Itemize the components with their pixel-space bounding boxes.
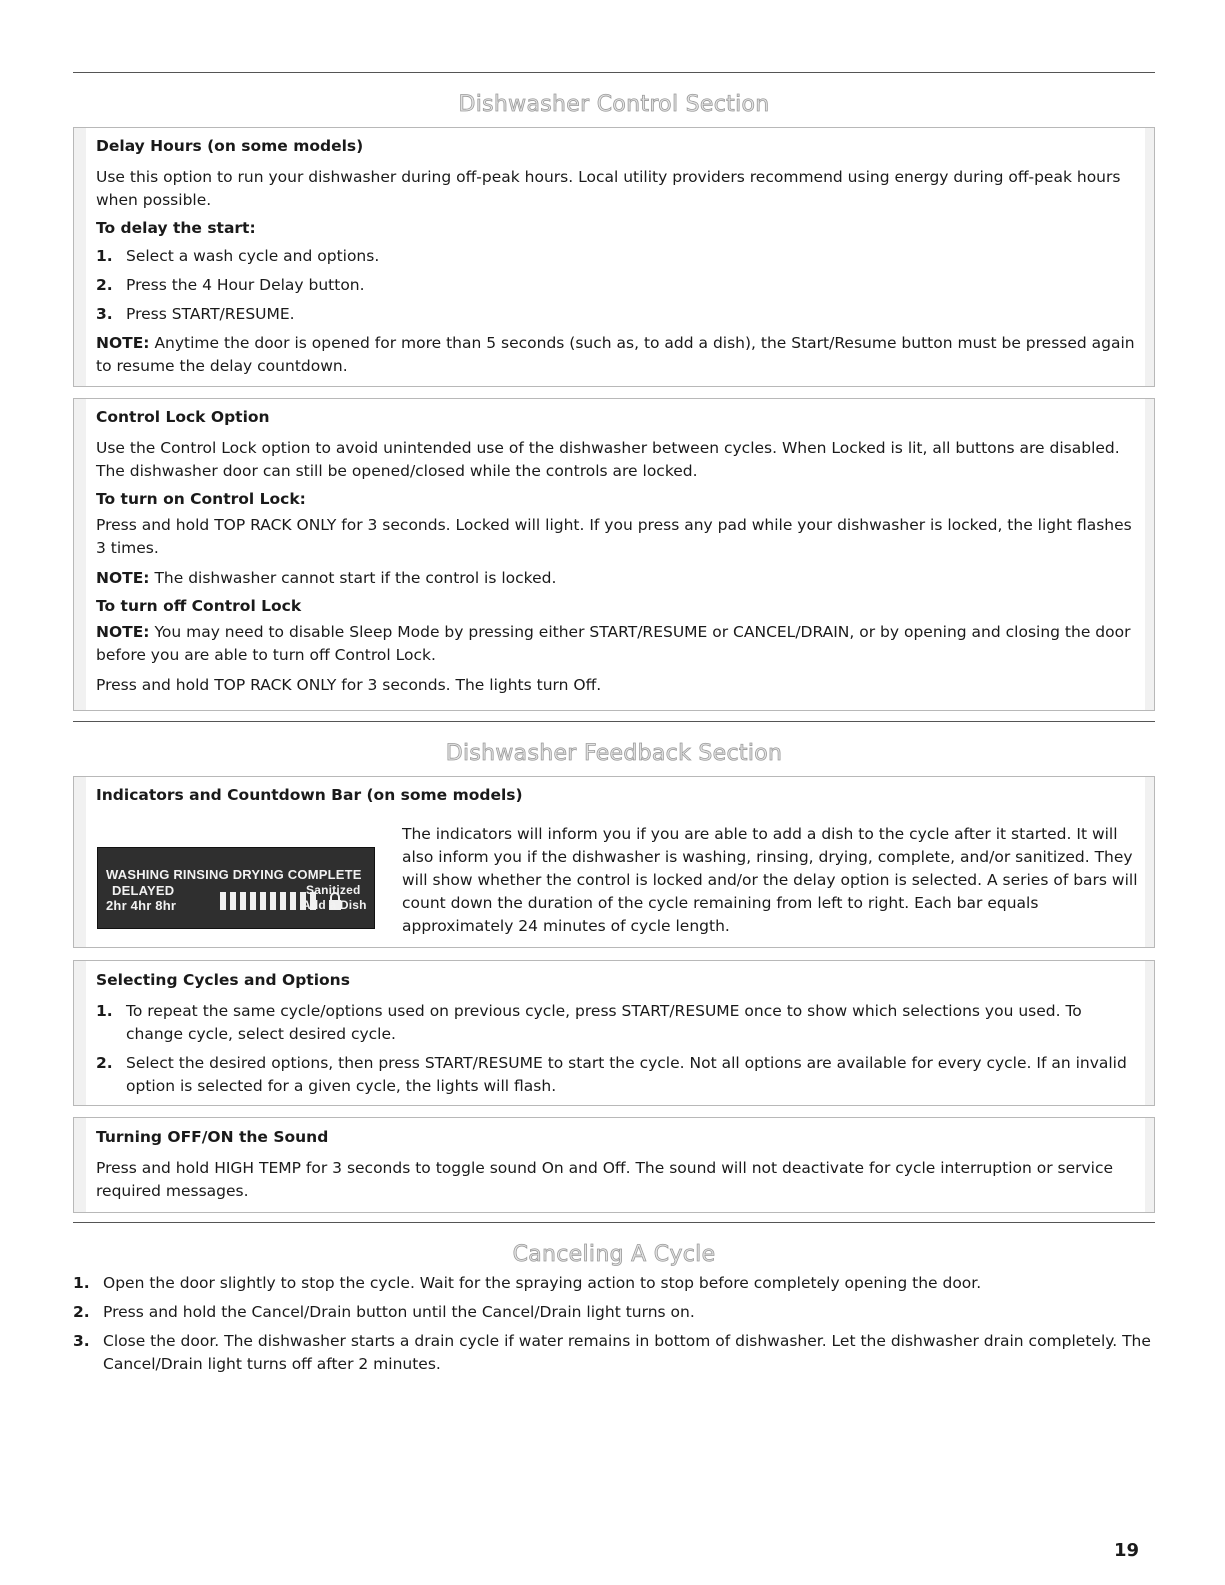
panel-hours-label: 2hr 4hr 8hr bbox=[106, 898, 177, 913]
indicators-text: The indicators will inform you if you are able to add a dish to the cycle after it started. It will also inform you if the dishwasher is washing, rinsing, drying, complete, and/or sanitized. They will show whether the control is locked and/or the delay option is selected. A series of bars will count down the duration of the cycle remaining from left to right. Each bar equals approximately 24 minutes of cycle length. bbox=[402, 825, 1138, 935]
panel-status-row: WASHING RINSING DRYING COMPLETE bbox=[106, 867, 362, 882]
lock-heading: Control Lock Option bbox=[96, 408, 270, 426]
selecting-steps bbox=[96, 1000, 1135, 1098]
list-item: 1. Open the door slightly to stop the cycle. Wait for the spraying action to stop before completely opening the door. bbox=[73, 1274, 982, 1292]
list-item: 2. Press and hold the Cancel/Drain button until the Cancel/Drain light turns on. bbox=[73, 1303, 695, 1321]
sound-heading: Turning OFF/ON the Sound bbox=[96, 1128, 329, 1146]
panel-delayed-label: DELAYED bbox=[112, 883, 175, 898]
selecting-heading: Selecting Cycles and Options bbox=[96, 971, 350, 989]
delay-note: NOTE: Anytime the door is opened for more than 5 seconds (such as, to add a dish), the Start/Resume button must be pressed again to resume the delay countdown. bbox=[96, 334, 1135, 375]
feedback-rule bbox=[73, 721, 1155, 722]
indicators-heading: Indicators and Countdown Bar (on some models) bbox=[96, 786, 523, 804]
delay-subheading: To delay the start: bbox=[96, 219, 256, 237]
selecting-box bbox=[73, 960, 1155, 1106]
sound-box bbox=[73, 1117, 1155, 1213]
cancel-steps bbox=[73, 1272, 1155, 1382]
lock-off-text: Press and hold TOP RACK ONLY for 3 seconds. The lights turn Off. bbox=[96, 676, 602, 694]
sound-text: Press and hold HIGH TEMP for 3 seconds to toggle sound On and Off. The sound will not deactivate for cycle interruption or service required messages. bbox=[96, 1159, 1114, 1200]
section-title-feedback: Dishwasher Feedback Section bbox=[445, 741, 783, 766]
control-lock-box bbox=[73, 398, 1155, 711]
lock-off-heading: To turn off Control Lock bbox=[96, 597, 302, 615]
list-item: 2. Select the desired options, then press START/RESUME to start the cycle. Not all options are available for every cycle. If an invalid option is selected for a given cycle, the lights will flash. bbox=[96, 1054, 1127, 1095]
list-item: 2. Press the 4 Hour Delay button. bbox=[96, 276, 365, 294]
lock-intro: Use the Control Lock option to avoid unintended use of the dishwasher between cycles. When Locked is lit, all buttons are disabled. The dishwasher door can still be opened/closed while the controls are locked. bbox=[96, 439, 1120, 480]
section-title-cancel: Canceling A Cycle bbox=[512, 1242, 716, 1267]
section-title-control: Dishwasher Control Section bbox=[458, 92, 770, 117]
list-item: 1. Select a wash cycle and options. bbox=[96, 247, 380, 265]
top-rule bbox=[73, 72, 1155, 73]
lock-on-heading: To turn on Control Lock: bbox=[96, 490, 306, 508]
panel-sanitized-label: Sanitized bbox=[306, 883, 361, 897]
indicator-panel bbox=[97, 847, 375, 929]
page-number: 19 bbox=[1113, 1540, 1139, 1561]
delay-hours-box bbox=[73, 127, 1155, 387]
delay-steps bbox=[96, 245, 1135, 326]
cancel-rule bbox=[73, 1222, 1155, 1223]
lock-on-text: Press and hold TOP RACK ONLY for 3 seconds. Locked will light. If you press any pad while your dishwasher is locked, the light flashes 3 times. bbox=[96, 516, 1132, 557]
delay-intro: Use this option to run your dishwasher during off-peak hours. Local utility providers recommend using energy during off-peak hours when possible. bbox=[96, 168, 1121, 209]
lock-note1: NOTE: The dishwasher cannot start if the control is locked. bbox=[96, 569, 557, 587]
lock-note2: NOTE: You may need to disable Sleep Mode by pressing either START/RESUME or CANCEL/DRAIN, or by opening and closing the door before you are able to turn off Control Lock. bbox=[96, 623, 1131, 664]
list-item: 1. To repeat the same cycle/options used on previous cycle, press START/RESUME once to show which selections you used. To change cycle, select desired cycle. bbox=[96, 1002, 1082, 1043]
delay-heading: Delay Hours (on some models) bbox=[96, 137, 364, 155]
list-item: 3. Press START/RESUME. bbox=[96, 305, 295, 323]
list-item: 3. Close the door. The dishwasher starts a drain cycle if water remains in bottom of dishwasher. Let the dishwasher drain completely. The Cancel/Drain light turns off after 2 minutes. bbox=[73, 1332, 1151, 1373]
panel-add-dish-label: Add a Dish bbox=[302, 898, 367, 912]
